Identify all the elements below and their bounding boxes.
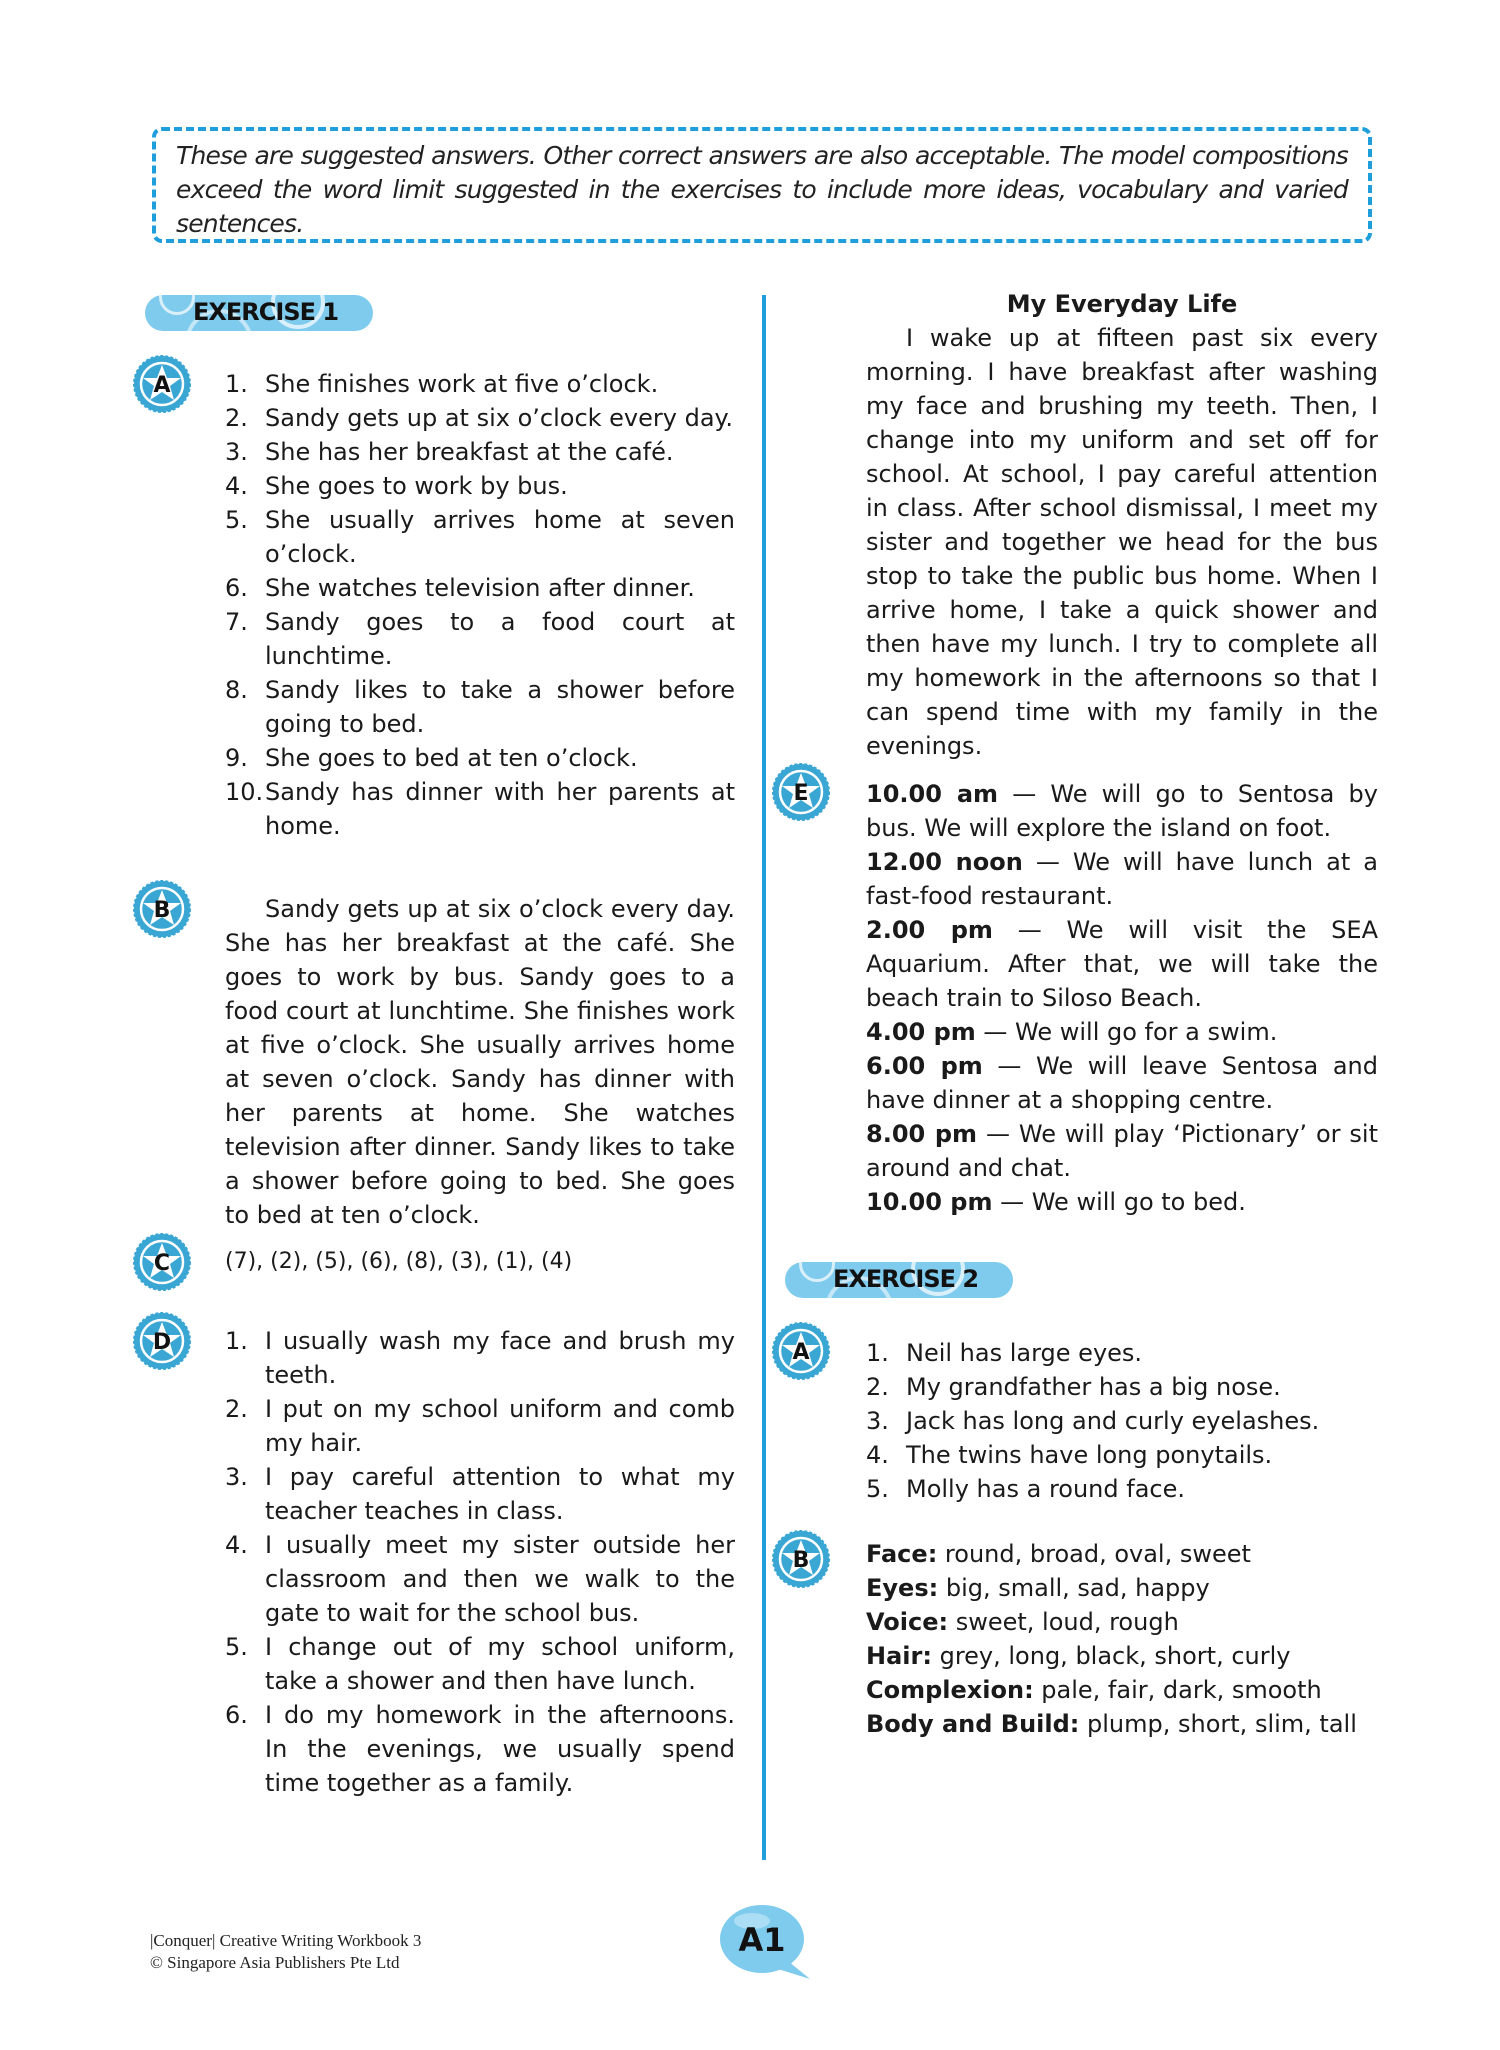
list-item: 1. She finishes work at five o’clock. — [225, 370, 659, 398]
answer-list — [866, 1336, 1378, 1506]
schedule-item: 2.00 pm — We will visit the SEA Aquarium. After that, we will take the beach train to Siloso Beach. — [866, 916, 1378, 1012]
svg-text:B: B — [792, 1548, 810, 1573]
svg-text:C: C — [153, 1251, 171, 1276]
footer-copyright: © Singapore Asia Publishers Pte Ltd — [150, 1953, 400, 1972]
ex2-section-a-badge — [772, 1322, 830, 1380]
exercise-1-section-e — [866, 777, 1378, 1219]
section-d-badge — [133, 1312, 191, 1370]
list-item: 2. My grandfather has a big nose. — [866, 1373, 1281, 1401]
suggested-answers-note — [152, 127, 1372, 243]
composition — [866, 287, 1378, 763]
star-seal-icon — [772, 1530, 830, 1588]
svg-text:B: B — [153, 898, 171, 923]
vocab-item: Hair: grey, long, black, short, curly — [866, 1642, 1291, 1670]
list-item: 9. She goes to bed at ten o’clock. — [225, 744, 638, 772]
schedule-item: 10.00 am — We will go to Sentosa by bus. We will explore the island on foot. — [866, 780, 1378, 842]
footer — [150, 1930, 421, 1974]
exercise-1-section-a — [225, 367, 735, 843]
vocab-item: Eyes: big, small, sad, happy — [866, 1574, 1210, 1602]
schedule-item: 6.00 pm — We will leave Sentosa and have dinner at a shopping centre. — [866, 1052, 1378, 1114]
list-item: 1. I usually wash my face and brush my teeth. — [225, 1327, 735, 1389]
list-item: 2. I put on my school uniform and comb my hair. — [225, 1395, 735, 1457]
vocab-item: Complexion: pale, fair, dark, smooth — [866, 1676, 1322, 1704]
answer-list — [225, 367, 735, 843]
exercise-1-header — [145, 295, 373, 331]
list-item: 5. I change out of my school uniform, take a shower and then have lunch. — [225, 1633, 735, 1695]
note-text: These are suggested answers. Other correct answers are also acceptable. The model compositions exceed the word limit suggested in the exercises to include more ideas, vocabulary and varied sentences. — [176, 141, 1348, 238]
star-seal-icon — [133, 1312, 191, 1370]
svg-text:D: D — [152, 1330, 172, 1355]
exercise-2-section-b — [866, 1537, 1378, 1741]
composition-paragraph: I wake up at fifteen past six every morning. I have breakfast after washing my face and brushing my teeth. Then, I change into my uniform and set off for school. At school, I pay careful attention in class. After school dismissal, I meet my sister and together we head for the bus stop to take the public bus home. When I arrive home, I take a quick shower and then have my lunch. I try to complete all my homework in the afternoons so that I can spend time with my family in the evenings. — [866, 324, 1378, 760]
list-item: 6. She watches television after dinner. — [225, 574, 695, 602]
page-number-bubble — [718, 1903, 814, 1981]
exercise-1-section-b — [225, 892, 735, 1232]
list-item: 4. She goes to work by bus. — [225, 472, 568, 500]
schedule-item: 10.00 pm — We will go to bed. — [866, 1188, 1246, 1216]
list-item: 5. Molly has a round face. — [866, 1475, 1185, 1503]
section-b-paragraph: Sandy gets up at six o’clock every day. She has her breakfast at the café. She goes to work by bus. Sandy goes to a food court at lunchtime. She finishes work at five o’clock. She usually arrives home at seven o’clock. Sandy has dinner with her parents at home. She watches television after dinner. Sandy likes to take a shower before going to bed. She goes to bed at ten o’clock. — [225, 895, 735, 1229]
composition-title: My Everyday Life — [1006, 290, 1238, 318]
section-b-badge — [133, 880, 191, 938]
list-item: 4. The twins have long ponytails. — [866, 1441, 1273, 1469]
section-c-badge — [133, 1233, 191, 1291]
svg-text:A: A — [153, 373, 171, 398]
vocab-item: Voice: sweet, loud, rough — [866, 1608, 1179, 1636]
star-seal-icon — [133, 880, 191, 938]
vocab-item: Body and Build: plump, short, slim, tall — [866, 1710, 1357, 1738]
list-item: 10. Sandy has dinner with her parents at home. — [225, 778, 735, 840]
footer-book-title: |Conquer| Creative Writing Workbook 3 — [150, 1931, 422, 1950]
schedule-item: 4.00 pm — We will go for a swim. — [866, 1018, 1278, 1046]
list-item: 7. Sandy goes to a food court at lunchtime. — [225, 608, 735, 670]
star-seal-icon — [772, 763, 830, 821]
schedule-item: 12.00 noon — We will have lunch at a fast-food restaurant. — [866, 848, 1378, 910]
answer-list — [225, 1324, 735, 1800]
list-item: 3. I pay careful attention to what my teacher teaches in class. — [225, 1463, 735, 1525]
exercise-2-title: EXERCISE 2 — [833, 1265, 979, 1293]
star-seal-icon — [133, 355, 191, 413]
section-a-badge — [133, 355, 191, 413]
schedule-item: 8.00 pm — We will play ‘Pictionary’ or sit around and chat. — [866, 1120, 1378, 1182]
list-item: 2. Sandy gets up at six o’clock every day. — [225, 404, 733, 432]
vocab-item: Face: round, broad, oval, sweet — [866, 1540, 1251, 1568]
exercise-1-section-d — [225, 1324, 735, 1800]
list-item: 4. I usually meet my sister outside her classroom and then we walk to the gate to wait for the school bus. — [225, 1531, 735, 1627]
star-seal-icon — [772, 1322, 830, 1380]
exercise-2-header — [785, 1262, 1013, 1298]
section-c-answer: (7), (2), (5), (6), (8), (3), (1), (4) — [225, 1249, 573, 1274]
ex2-section-b-badge — [772, 1530, 830, 1588]
svg-text:A: A — [792, 1340, 810, 1365]
list-item: 5. She usually arrives home at seven o’clock. — [225, 506, 735, 568]
star-seal-icon — [133, 1233, 191, 1291]
column-divider — [762, 295, 766, 1860]
list-item: 1. Neil has large eyes. — [866, 1339, 1143, 1367]
list-item: 6. I do my homework in the afternoons. In the evenings, we usually spend time together as a family. — [225, 1701, 735, 1797]
exercise-1-title: EXERCISE 1 — [193, 298, 339, 326]
section-e-badge — [772, 763, 830, 821]
page-number: A1 — [738, 1921, 786, 1959]
list-item: 3. Jack has long and curly eyelashes. — [866, 1407, 1320, 1435]
exercise-2-section-a — [866, 1336, 1378, 1506]
list-item: 8. Sandy likes to take a shower before going to bed. — [225, 676, 735, 738]
list-item: 3. She has her breakfast at the café. — [225, 438, 674, 466]
svg-text:E: E — [793, 781, 809, 806]
